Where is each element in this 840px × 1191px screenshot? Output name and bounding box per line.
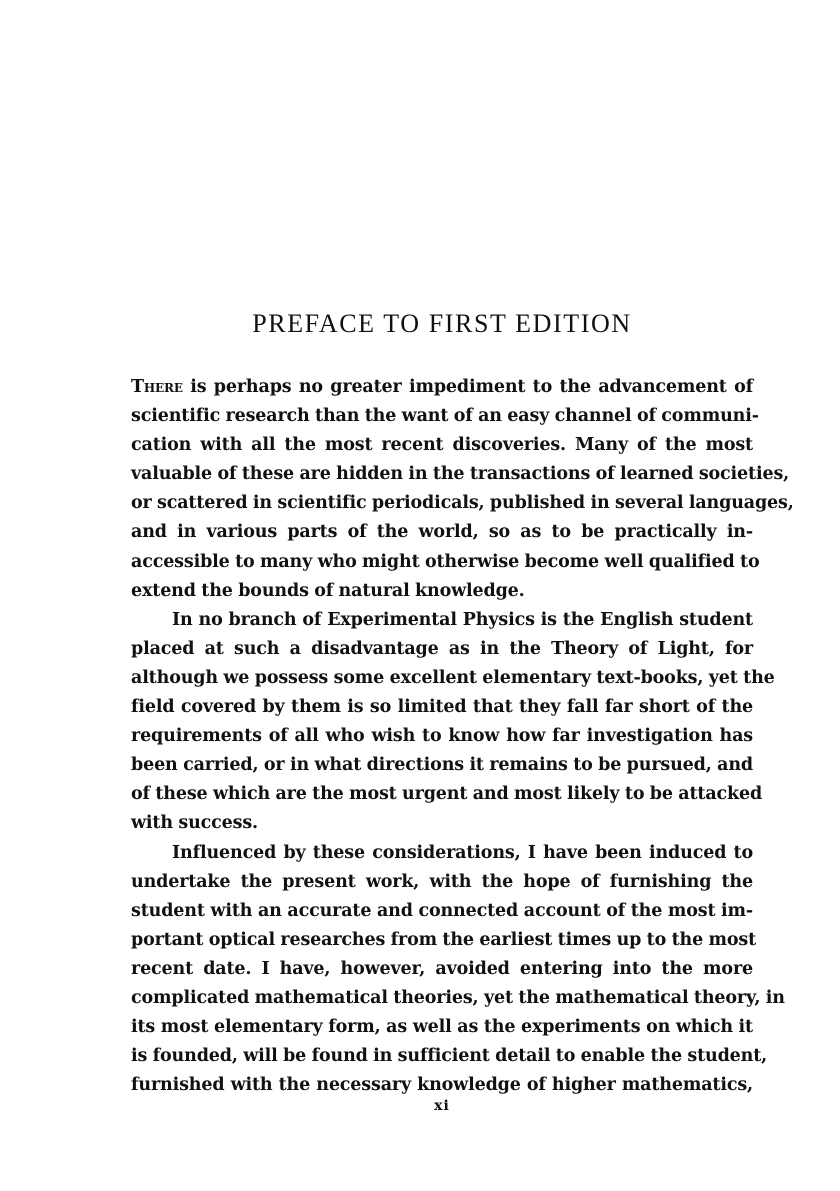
paragraph-1-line-3: cation with all the most recent discoveries. Many of the most	[131, 435, 753, 456]
paragraph-1-line-2: scientific research than the want of an easy channel of communi-	[131, 406, 759, 427]
paragraph-3-line-9: furnished with the necessary knowledge of higher mathematics,	[131, 1075, 753, 1096]
preface-body	[131, 373, 794, 1100]
paragraph-1-line-6: and in various parts of the world, so as to be practically in-	[131, 522, 753, 543]
paragraph-3-line-1: Influenced by these considerations, I have been induced to	[172, 842, 753, 863]
paragraph-2-line-1: In no branch of Experimental Physics is the English student	[172, 609, 753, 630]
paragraph-2-line-2: placed at such a disadvantage as in the Theory of Light, for	[131, 638, 753, 659]
paragraph-3-line-2: undertake the present work, with the hope of furnishing the	[131, 871, 753, 892]
paragraph-1-line-7: accessible to many who might otherwise become well qualified to	[131, 551, 760, 572]
paragraph-1-line-1: There is perhaps no greater impediment to the advancement of	[131, 377, 753, 397]
paragraph-2-line-7: of these which are the most urgent and most likely to be attacked	[131, 784, 763, 805]
paragraph-2-line-8: with success.	[131, 813, 258, 834]
paragraph-2-line-4: field covered by them is so limited that they fall far short of the	[131, 697, 753, 718]
paragraph-lead-word: There	[131, 377, 183, 397]
paragraph-3-line-5: recent date. I have, however, avoided entering into the more	[131, 958, 753, 979]
paragraph-3-line-3: student with an accurate and connected account of the most im-	[131, 900, 753, 921]
paragraph-3-line-4: portant optical researches from the earliest times up to the most	[131, 929, 757, 950]
paragraph-1-line-8: extend the bounds of natural knowledge.	[131, 580, 525, 601]
paragraph-3-line-7: its most elementary form, as well as the experiments on which it	[131, 1017, 753, 1038]
paragraph-1-line-4: valuable of these are hidden in the transactions of learned societies,	[131, 464, 790, 485]
paragraph-3-line-8: is founded, will be found in sufficient detail to enable the student,	[131, 1046, 768, 1067]
paragraph-2-line-5: requirements of all who wish to know how far investigation has	[131, 726, 753, 747]
paragraph-1-line-5: or scattered in scientific periodicals, published in several languages,	[131, 493, 794, 514]
paragraph-3-line-6: complicated mathematical theories, yet the mathematical theory, in	[131, 987, 785, 1008]
paragraph-2-line-3: although we possess some excellent elementary text-books, yet the	[131, 667, 775, 688]
paragraph-2-line-6: been carried, or in what directions it remains to be pursued, and	[131, 755, 753, 776]
page-title: PREFACE TO FIRST EDITION	[252, 309, 632, 338]
page-number: xi	[434, 1098, 450, 1114]
